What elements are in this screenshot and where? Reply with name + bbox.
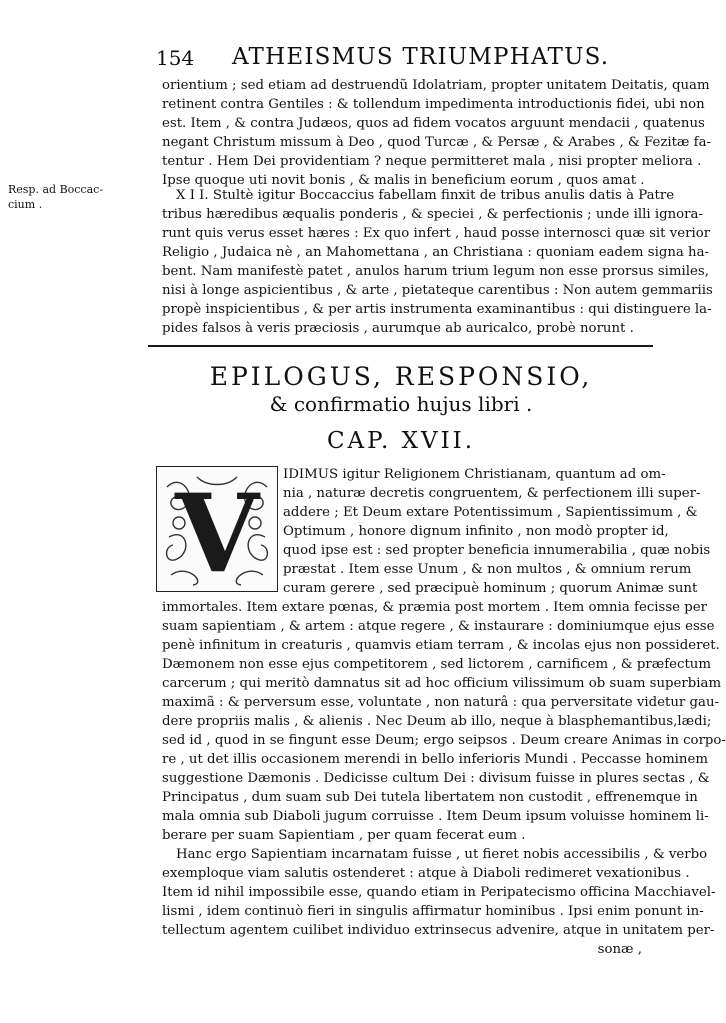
- text-line: runt quis verus esset hæres : Ex quo infert , haud posse internosci quæ sit verior: [162, 226, 711, 241]
- text-line: est. Item , & contra Judæos, quos ad fidem vocatos arguunt mendacii , quatenus: [162, 116, 705, 131]
- top-paragraph: [162, 76, 712, 190]
- page-header: [150, 44, 610, 72]
- text-line: tellectum agentem cuilibet individuo extrinsecus advenire, atque in unitatem per-: [162, 923, 715, 938]
- text-line: carcerum ; qui meritò damnatus sit ad hoc officium vilissimum ob suam superbiam: [162, 676, 722, 691]
- text-line: dere propriis malis , & alienis . Nec Deum ab illo, neque à blasphemantibus,lædi;: [162, 714, 712, 729]
- text-line: orientium ; sed etiam ad destruendũ Idolatriam, propter unitatem Deitatis, quam: [162, 78, 710, 93]
- text-line: berare per suam Sapientiam , per quam fecerat eum .: [162, 828, 526, 843]
- text-line: retinent contra Gentiles : & tollendum impedimenta introductionis fidei, ubi non: [162, 97, 705, 112]
- text-line: immortales. Item extare pœnas, & præmia post mortem . Item omnia fecisse per: [162, 600, 708, 615]
- text-line: negant Christum missum à Deo , quod Turcæ , & Persæ , & Arabes , & Fezitæ fa-: [162, 135, 712, 150]
- text-line: sonæ ,: [597, 942, 642, 957]
- text-line: suggestione Dæmonis . Dedicisse cultum Dei : divisum fuisse in plures sectas , &: [162, 771, 710, 786]
- ornamental-initial: [156, 466, 278, 597]
- text-line: X I I. Stultè igitur Boccaccius fabellam finxit de tribus anulis datis à Patre: [176, 188, 675, 203]
- text-line: curam gerere , sed præcipuè hominum ; quorum Animæ sunt: [283, 581, 698, 596]
- section-divider: [148, 345, 653, 347]
- text-line: IDIMUS igitur Religionem Christianam, quantum ad om-: [283, 467, 666, 482]
- text-line: quod ipse est : sed propter beneficia innumerabilia , quæ nobis: [283, 543, 711, 558]
- text-line: Principatus , dum suam sub Dei tutela libertatem non custodit , effrenemque in: [162, 790, 698, 805]
- margin-note: [8, 182, 148, 212]
- chapter-body: [162, 598, 726, 959]
- text-line: sed id , quod in se fingunt esse Deum; ergo seipsos . Deum creare Animas in corpo-: [162, 733, 726, 748]
- text-line: propè inspicientibus , & per artis instrumenta examinantibus : qui distinguere la-: [162, 302, 712, 317]
- floral-ornament-icon: [157, 467, 277, 597]
- text-line: re , ut det illis occasionem merendi in bello inferioris Mundi . Peccasse hominem: [162, 752, 708, 767]
- page-number: 154: [156, 46, 195, 70]
- text-line: lismi , idem continuò fieri in singulis affirmatur hominibus . Ipsi enim ponunt in-: [162, 904, 704, 919]
- text-line: nia , naturæ decretis congruentem, & perfectionem illi super-: [283, 486, 701, 501]
- text-line: Item id nihil impossibile esse, quando etiam in Peripatecismo officina Macchiavel-: [162, 885, 716, 900]
- text-line: suam sapientiam , & artem : atque regere , & instaurare : dominiumque ejus esse: [162, 619, 715, 634]
- text-line: nisi à longe aspicientibus , & arte , pietateque carentibus : Non autem gemmariis: [162, 283, 713, 298]
- text-line: exemploque viam salutis ostenderet : atque à Diaboli redimeret vexationibus .: [162, 866, 690, 881]
- epilogue-title: EPILOGUS, RESPONSIO,: [209, 362, 593, 391]
- text-line: tribus hæredibus æqualis ponderis , & speciei , & perfectionis ; unde illi ignora-: [162, 207, 703, 222]
- text-line: pides falsos à veris præciosis , aurumque ab auricalco, probè norunt .: [162, 321, 634, 336]
- running-title: ATHEISMUS TRIUMPHATUS.: [232, 44, 610, 70]
- margin-note-line: Resp. ad Boccac-: [8, 183, 104, 196]
- text-line: addere ; Et Deum extare Potentissimum , Sapientissimum , &: [283, 505, 698, 520]
- text-line: Ipse quoque uti novit bonis , & malis in beneficium eorum , quos amat .: [162, 173, 645, 188]
- text-line: Hanc ergo Sapientiam incarnatam fuisse , ut fieret nobis accessibilis , & verbo: [176, 847, 708, 862]
- text-line: penè infinitum in creaturis , quamvis etiam terram , & incolas ejus non possideret.: [162, 638, 720, 653]
- text-line: Dæmonem non esse ejus competitorem , sed lictorem , carnificem , & præfectum: [162, 657, 711, 672]
- section-xii-paragraph: [162, 186, 713, 338]
- text-line: Optimum , honore dignum infinito , non modò propter id,: [283, 524, 669, 539]
- text-line: maximã : & perversum esse, voluntate , non naturâ : qua perversitate videtur gau-: [162, 695, 720, 710]
- text-line: tentur . Hem Dei providentiam ? neque permitteret mala , nisi propter meliora .: [162, 154, 702, 169]
- epilogue-subtitle: & confirmatio hujus libri .: [269, 392, 533, 416]
- text-line: bent. Nam manifestè patet , anulos harum trium legum non esse prorsus similes,: [162, 264, 709, 279]
- text-line: præstat . Item esse Unum , & non multos , & omnium rerum: [283, 562, 692, 577]
- margin-note-line: cium .: [8, 198, 43, 211]
- chapter-opening-lines: [283, 465, 711, 598]
- chapter-heading: CAP. XVII.: [326, 428, 476, 454]
- text-line: mala omnia sub Diaboli jugum corruisse . Item Deum ipsum voluisse hominem li-: [162, 809, 709, 824]
- text-line: Religio , Judaica nè , an Mahomettana , an Christiana : quoniam eadem signa ha-: [162, 245, 710, 260]
- drop-letter: V: [175, 471, 259, 597]
